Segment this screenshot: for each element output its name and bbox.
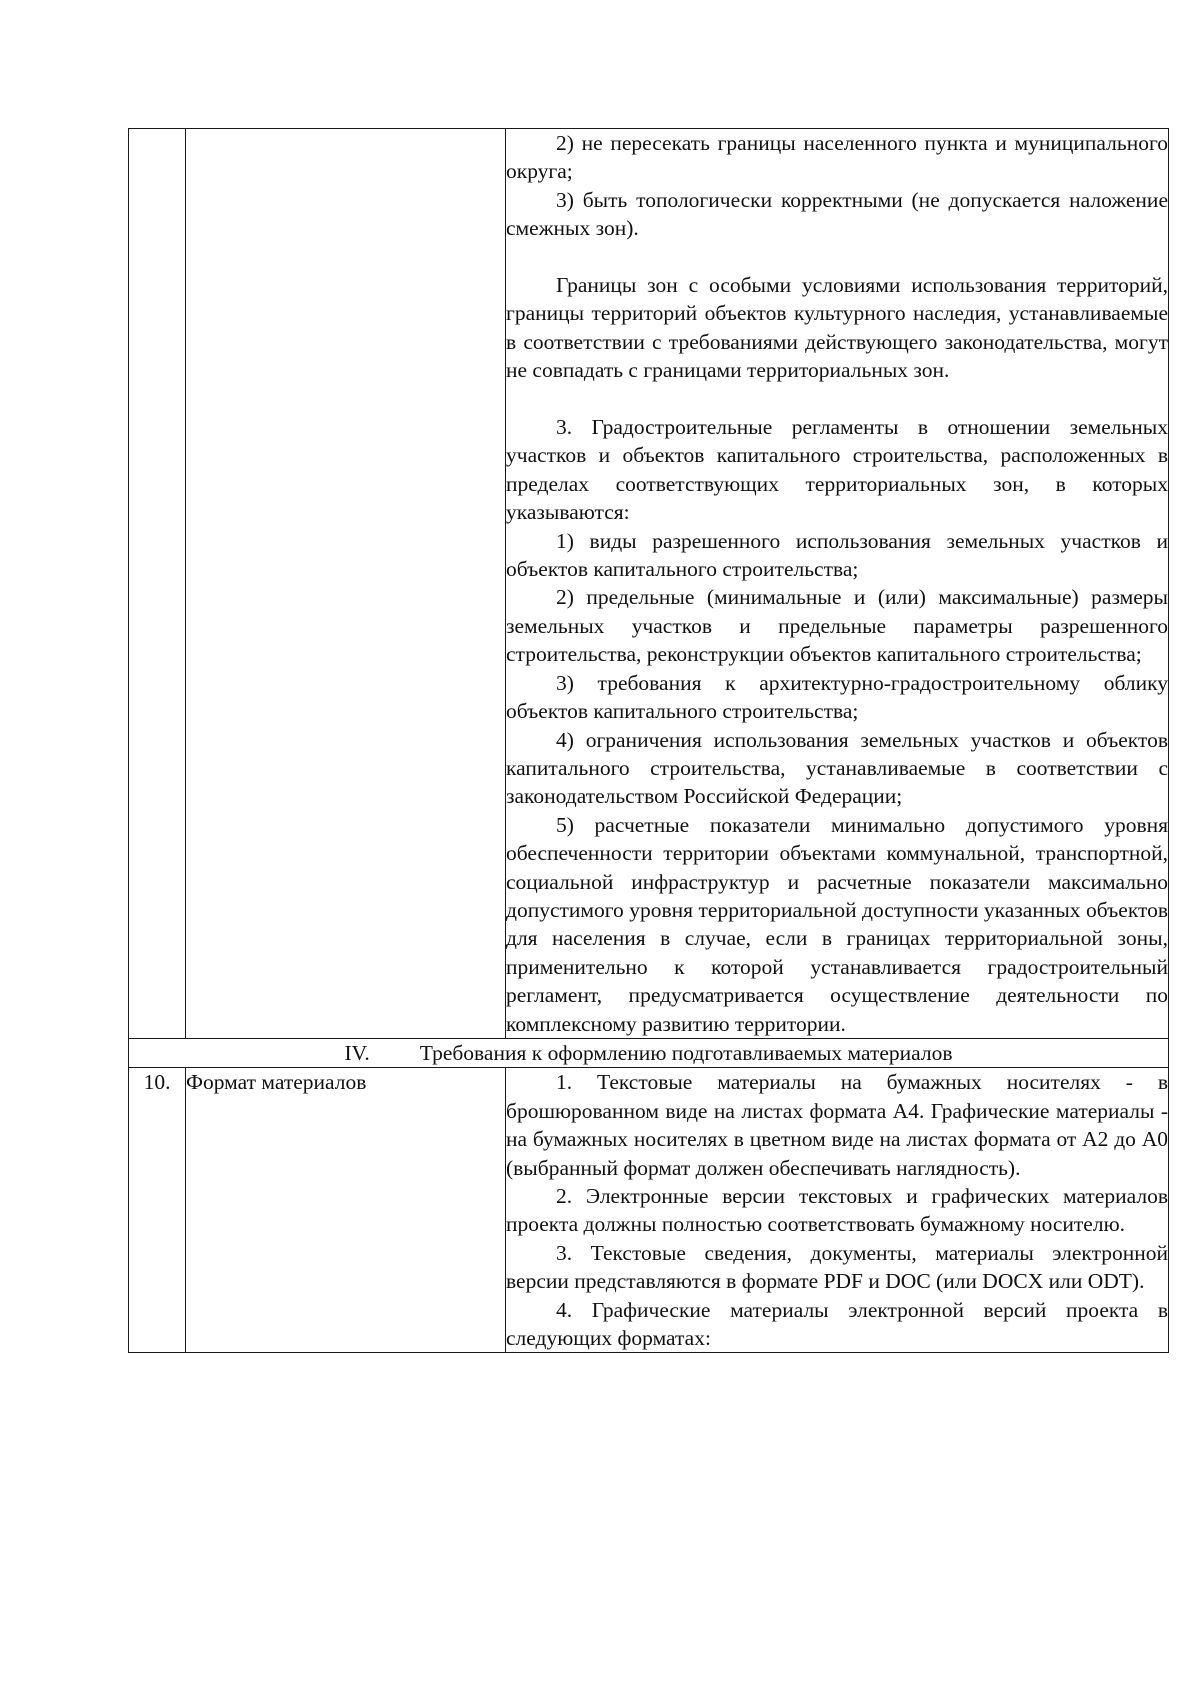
paragraph: 4) ограничения использования земельных участков и объектов капитального строительства, устанавливаемые в соответствии с законодательством Российской Федерации; [506, 727, 1168, 809]
row-name-cell: Формат материалов [186, 1068, 506, 1353]
row-description-cell [506, 129, 1169, 1039]
paragraph: 3) требования к архитектурно-градостроительному облику объектов капитального строительства; [506, 670, 1168, 724]
section-title: Требования к оформлению подготавливаемых материалов [419, 1040, 953, 1065]
paragraph: Границы зон с особыми условиями использования территорий, границы территорий объектов культурного наследия, устанавливаемые в соответствии с требованиями действующего законодательства, могут не совпадать с границами территориальных зон. [506, 273, 1168, 383]
table-row [129, 1068, 1169, 1353]
paragraph: 1. Текстовые материалы на бумажных носителях - в брошюрованном виде на листах формата А4. Графические материалы - на бумажных носителях в цветном виде на листах формата от А2 до А0 (выбранный формат должен обеспечивать наглядность). [506, 1070, 1168, 1180]
section-number: IV. [344, 1040, 370, 1065]
paragraph: 3) быть топологически корректными (не допускается наложение смежных зон). [506, 187, 1168, 241]
table-row [129, 129, 1169, 1039]
section-header-row [129, 1038, 1169, 1067]
requirements-table [128, 128, 1169, 1353]
blank-line [506, 385, 1168, 413]
paragraph: 2) не пересекать границы населенного пункта и муниципального округа; [506, 131, 1168, 184]
paragraph: 2) предельные (минимальные и (или) максимальные) размеры земельных участков и предельные параметры разрешенного строительства, реконструкции объектов капитального строительства; [506, 585, 1168, 667]
paragraph: 5) расчетные показатели минимально допустимого уровня обеспеченности территории объектами коммунальной, транспортной, социальной инфраструктур и расчетные показатели максимально допустимого уровня территориальной доступности указанных объектов для населения в случае, если в границах территориальной зоны, применительно к которой устанавливается градостроительный регламент, предусматривается осуществление деятельности по комплексному развитию территории. [506, 812, 1168, 1036]
row-description-cell [506, 1068, 1169, 1353]
paragraph: 4. Графические материалы электронной версий проекта в следующих форматах: [506, 1297, 1168, 1351]
paragraph: 3. Текстовые сведения, документы, материалы электронной версии представляются в формате PDF и DOC (или DOCX или ODT). [506, 1240, 1168, 1294]
section-header [129, 1038, 1169, 1067]
paragraph: 3. Градостроительные регламенты в отношении земельных участков и объектов капитального строительства, расположенных в пределах соответствующих территориальных зон, в которых указываются: [506, 415, 1168, 525]
row-name-cell [186, 129, 506, 1039]
blank-line [506, 243, 1168, 271]
paragraph: 2. Электронные версии текстовых и графических материалов проекта должны полностью соответствовать бумажному носителю. [506, 1184, 1168, 1237]
row-number-cell [129, 129, 186, 1039]
paragraph: 1) виды разрешенного использования земельных участков и объектов капитального строительства; [506, 528, 1168, 582]
row-number-cell: 10. [129, 1068, 186, 1353]
